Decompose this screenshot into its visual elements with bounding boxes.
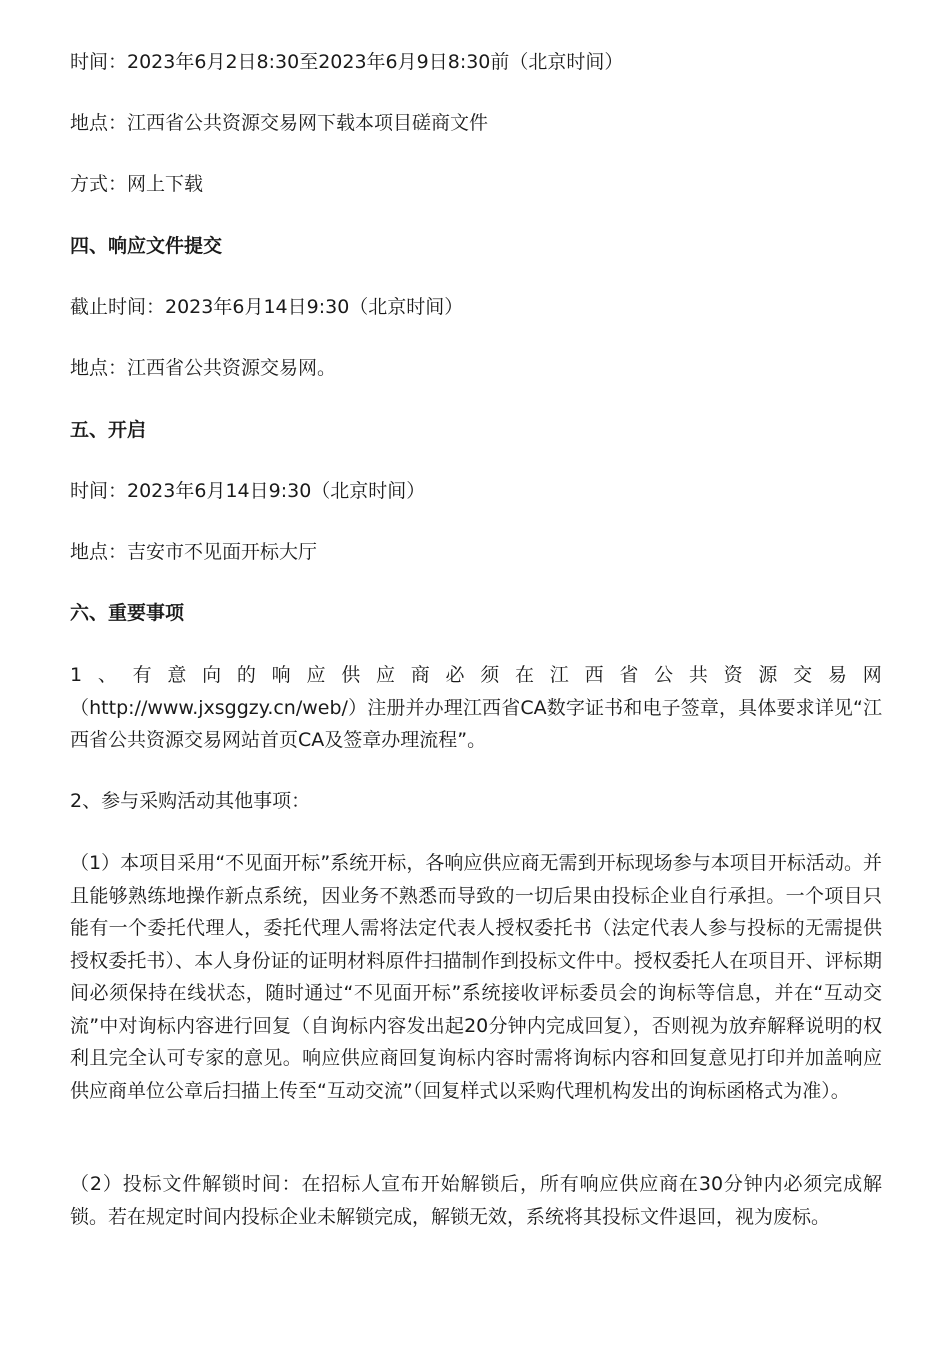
item-1-char: 响	[271, 664, 291, 686]
download-method-line: 方式：网上下载	[70, 173, 204, 195]
deadline-line: 截止时间：2023年6月14日9:30（北京时间）	[70, 296, 464, 318]
item-1-char: 网	[862, 664, 882, 686]
item-1-rest: （http://www.jxsggzy.cn/web/）注册并办理江西省CA数字证书和电子签章，具体要求详见“江西省公共资源交易网站首页CA及签章办理流程”。	[70, 696, 882, 751]
section-heading-important: 六、重要事项	[70, 602, 185, 624]
item-1-char: 商	[410, 664, 430, 686]
item-1-char: 在	[515, 664, 535, 686]
item-1-paragraph	[70, 659, 882, 757]
download-place-line: 地点：江西省公共资源交易网下载本项目磋商文件	[70, 112, 489, 134]
item-1-char: 应	[306, 664, 326, 686]
item-1-char: 共	[688, 664, 708, 686]
item-1-char: 易	[827, 664, 847, 686]
item-1-char: 交	[793, 664, 813, 686]
item-1-char: 向	[202, 664, 222, 686]
item-1-char: 意	[167, 664, 187, 686]
item-1-char: 供	[341, 664, 361, 686]
sub-item-1-paragraph: （1）本项目采用“不见面开标”系统开标，各响应供应商无需到开标现场参与本项目开标活动。并且能够熟练地操作新点系统，因业务不熟悉而导致的一切后果由投标企业自行承担。一个项目只能有一个委托代理人，委托代理人需将法定代表人授权委托书（法定代表人参与投标的无需提供授权委托书）、本人身份证的证明材料原件扫描制作到投标文件中。授权委托人在项目开、评标期间必须保持在线状态，随时通过“不见面开标”系统接收评标委员会的询标等信息，并在“互动交流”中对询标内容进行回复（自询标内容发出起20分钟内完成回复），否则视为放弃解释说明的权利且完全认可专家的意见。响应供应商回复询标内容时需将询标内容和回复意见打印并加盖响应供应商单位公章后扫描上传至“互动交流”（回复样式以采购代理机构发出的询标函格式为准）。	[70, 852, 882, 1102]
submit-place-line: 地点：江西省公共资源交易网。	[70, 357, 337, 379]
item-1-char: 公	[654, 664, 674, 686]
item-1-char: 必	[445, 664, 465, 686]
item-1-char: 源	[758, 664, 778, 686]
item-2-line: 2、参与采购活动其他事项：	[70, 790, 311, 812]
item-1-char: 应	[375, 664, 395, 686]
open-time-line: 时间：2023年6月14日9:30（北京时间）	[70, 480, 426, 502]
item-1-char: 的	[236, 664, 256, 686]
item-1-char: 1	[70, 664, 83, 686]
section-heading-submission: 四、响应文件提交	[70, 235, 223, 257]
item-1-char: 须	[480, 664, 500, 686]
item-1-char: 江	[549, 664, 569, 686]
item-1-char: 资	[723, 664, 743, 686]
item-1-char: 有	[132, 664, 152, 686]
item-1-char: 、	[97, 664, 117, 686]
item-1-char: 省	[619, 664, 639, 686]
open-place-line: 地点：吉安市不见面开标大厅	[70, 541, 318, 563]
item-1-char: 西	[584, 664, 604, 686]
section-heading-opening: 五、开启	[70, 419, 147, 441]
item-1-first-line	[70, 659, 882, 692]
download-time-line: 时间：2023年6月2日8:30至2023年6月9日8:30前（北京时间）	[70, 51, 624, 73]
sub-item-2-paragraph: （2）投标文件解锁时间：在招标人宣布开始解锁后，所有响应供应商在30分钟内必须完成解锁。若在规定时间内投标企业未解锁完成，解锁无效，系统将其投标文件退回，视为废标。	[70, 1173, 882, 1228]
